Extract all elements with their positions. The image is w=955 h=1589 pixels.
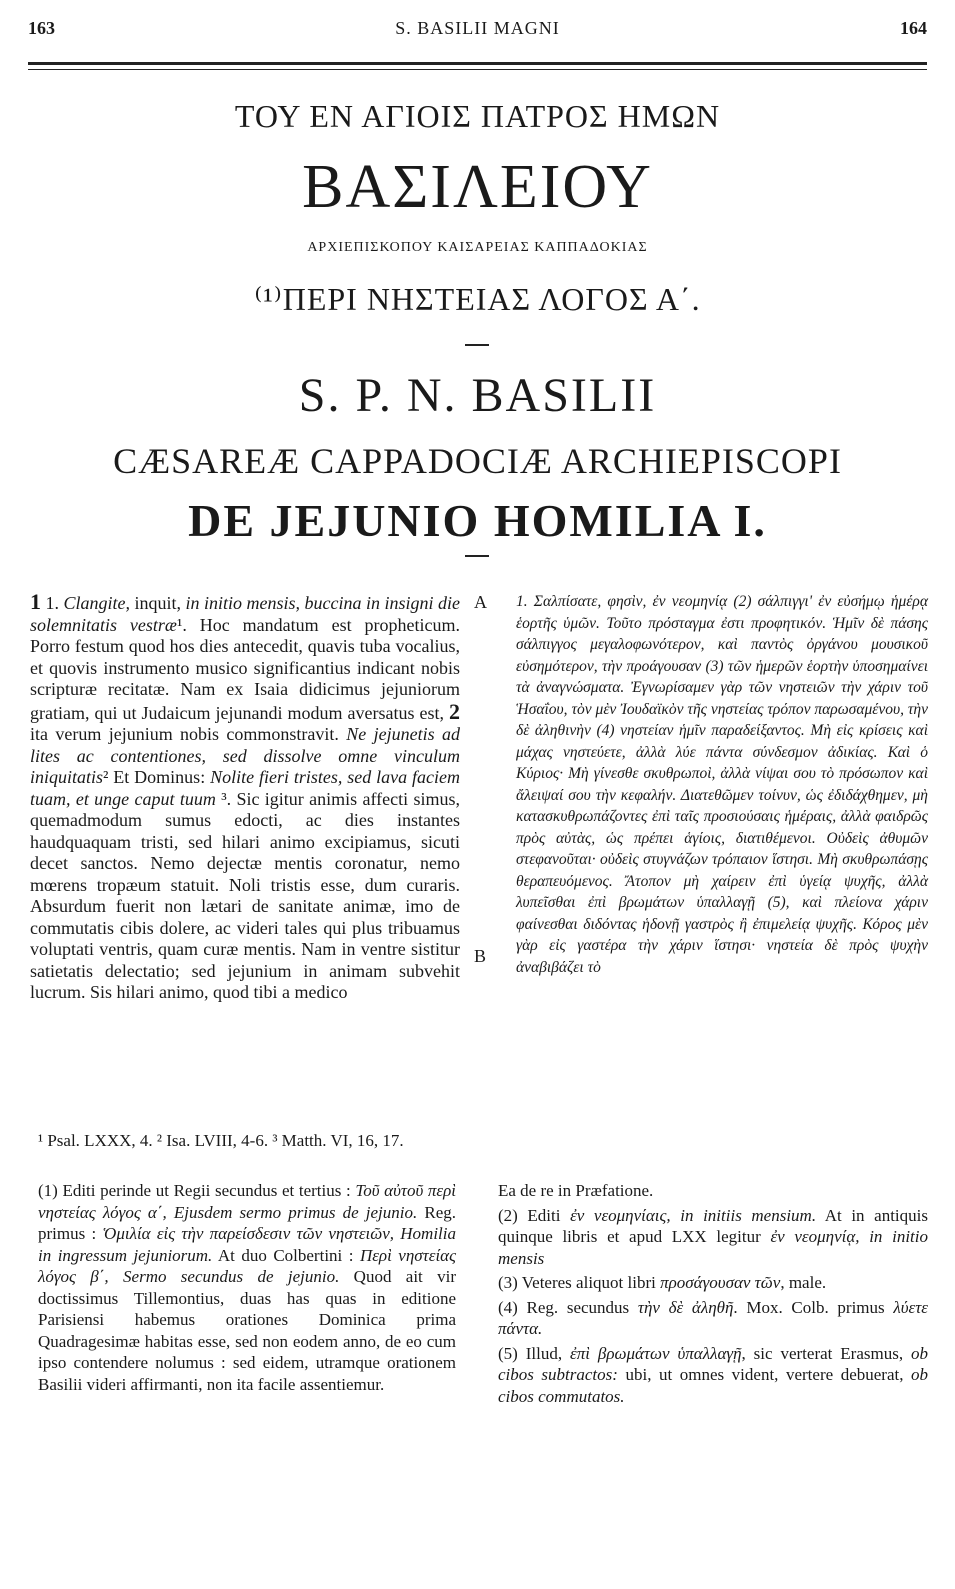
margin-letter-b: B	[474, 946, 487, 966]
note-text: Reg. primus :	[38, 1202, 456, 1243]
title-divider	[465, 344, 489, 346]
latin-text: ² Et Dominus:	[103, 767, 211, 787]
note-text: Quod ait vir doctissimus Tillemontius, duas has quas in editione Parisiensi habemus orationes Dominica prima Quadragesimæ habitas esse, sed non eodem anno, de eo cum ipso contendere nolumus : sed eidem, utramque orationem Basilii videri affirmanti, non ita facile assentiemur.	[38, 1267, 457, 1394]
note-text: At in antiquis quinque libris et apud LXX legitur	[498, 1205, 928, 1246]
note-text: Homilia in ingressum jejuniorum.	[38, 1224, 456, 1265]
footnote-5	[498, 1343, 928, 1408]
note-text: (1) Editi perinde ut Regii secundus et tertius :	[38, 1181, 356, 1200]
scripture-references: ¹ Psal. LXXX, 4. ² Isa. LVIII, 4-6. ³ Matth. VI, 16, 17.	[38, 1131, 404, 1150]
note-text: , sic verterat Erasmus,	[741, 1343, 911, 1363]
greek-author-name: ΒΑΣΙΛΕΙΟΥ	[302, 153, 653, 221]
latin-text: ¹. Hoc mandatum est propheticum. Porro festum quod hos dies antecedit, quavis tuba vocalius, et quovis instrumento musico significantius indicant nobis scripturæ recitatæ. Nam ex Isaia didicimus jejuniorum gratiam, qui ut Judaicum jejunandi modum aversatus est,	[30, 614, 460, 723]
page-number-right: 164	[900, 18, 927, 38]
running-header	[28, 18, 927, 52]
latin-text: inquit,	[130, 593, 186, 613]
title-divider	[465, 555, 489, 557]
footnote-1	[38, 1180, 456, 1395]
note-text: (2) Editi	[498, 1205, 571, 1225]
running-title: S. BASILII MAGNI	[395, 18, 560, 38]
note-text: , male.	[780, 1273, 827, 1292]
note-text: Τοῦ αὐτοῦ περὶ νηστείας λόγος α΄,	[38, 1181, 456, 1222]
latin-text: in initio mensis, buccina in insigni die solemnitatis vestræ	[30, 593, 460, 635]
latin-text: Ne jejunetis ad lites ac contentiones, sed dissolve omne vinculum iniquitatis	[30, 724, 460, 787]
note-text: Ὁμιλία εἰς τὴν παρείσδεσιν τῶν νηστειῶν,	[102, 1224, 401, 1243]
latin-text: Nolite fieri tristes, sed lava faciem tuam, et unge caput tuum	[30, 767, 461, 809]
section-number: 1	[30, 589, 41, 614]
note-text: (4) Reg. secundus	[498, 1297, 638, 1317]
greek-homily-title: ⁽¹⁾ΠΕΡΙ ΝΗΣΤΕΙΑΣ ΛΟΓΟΣ Α΄.	[254, 281, 701, 317]
note-text: . Mox. Colb. primus	[733, 1297, 894, 1317]
note-text: Sermo secundus de jejunio.	[123, 1267, 340, 1286]
note-text: ob cibos commutatos.	[498, 1365, 928, 1406]
latin-author-name: S. P. N. BASILII	[298, 369, 657, 422]
section-number: 2	[449, 698, 460, 724]
greek-column: 1. Σαλπίσατε, φησὶν, ἐν νεομηνίᾳ (2) σάλπιγγι' ἐν εὐσήμῳ ἡμέρᾳ ἑορτῆς ὑμῶν. Τοῦτο πρόσταγμα ἐστι προφητικόν. Ἡμῖν δὲ πάσης σάλπιγγος μεγαλοφωνότερον, καὶ παντὸς ὀργάνου μουσικοῦ εὐσημότερον, τὴν προάγουσαν (3) τῶν ἡμερῶν ἑορτὴν ὑποσημαίνει τὰ ἀναγνώσματα. Ἐγνωρίσαμεν γὰρ τῶν νηστειῶν τὴν χάριν τοῦ Ἡσαΐου, τὸν μὲν Ἰουδαϊκὸν τῆς νηστείας τρόπον παρωσαμένου, τὴν δὲ ἀληθινὴν (4) νηστείαν ἡμῖν παραδείξαντος. Μὴ εἰς κρίσεις καὶ μάχας νηστεύετε, ἀλλὰ λύε πάντα σύνδεσμον ἀδικίας. Καὶ ὁ Κύριος· Μὴ γίνεσθε σκυθρωποὶ, ἀλλὰ νίψαι σου τὸ πρόσωπον καὶ ἄλειψαί σου τὴν κεφαλήν. Διατεθῶμεν τοίνυν, ὡς ἐδιδάχθημεν, μὴ κατασκυθρωπάζοντες ἐπὶ ταῖς προσιούσαις ἡμέραις, ἀλλὰ φαιδρῶς πρὸς αὐτὰς, ὡς πρέπει ἁγίοις, διατιθέμενοι. Οὐδεὶς ἀθυμῶν στεφανοῦται· οὐδεὶς στυγνάζων τρόπαιον ἵστησι. Μὴ σκυθρωπάσῃς θεραπευόμενος. Ἄτοπον μὴ χαίρειν ἐπὶ ὑγείᾳ ψυχῆς, ἀλλὰ λυπεῖσθαι ἐπὶ βρωμάτων ὑπαλλαγῇ (5), καὶ πλείονα χάριν φαίνεσθαι διδόντας ἡδονῇ γαστρὸς ἢ ἐπιμελείᾳ ψυχῆς. Κόρος μὲν γὰρ εἰς γαστέρα τὴν χάριν ἵστησι· νηστεία δὲ πρὸς ψυχὴν ἀναβιβάζει τὸ	[516, 593, 928, 976]
latin-title-line2: CÆSAREÆ CAPPADOCIÆ ARCHIEPISCOPI	[113, 441, 842, 481]
latin-text: ita verum jejunium nobis commonstravit.	[30, 724, 347, 744]
footnotes-right	[498, 1180, 928, 1410]
note-text: προσάγουσαν τῶν	[660, 1273, 781, 1292]
note-text: Ejusdem sermo primus de jejunio.	[173, 1202, 418, 1222]
footnote-1-continued: Ea de re in Præfatione.	[498, 1181, 654, 1200]
note-text: (5) Illud,	[498, 1343, 570, 1363]
margin-letter-a: A	[474, 592, 487, 612]
note-text: At duo Colbertini :	[212, 1245, 360, 1265]
header-rule-thick	[28, 62, 927, 65]
greek-title-line3: ΑΡΧΙΕΠΙΣΚΟΠΟΥ ΚΑΙΣΑΡΕΙΑΣ ΚΑΠΠΑΔΟΚΙΑΣ	[307, 240, 648, 255]
footnotes-left	[38, 1180, 456, 1398]
note-text: Περὶ νηστείας λόγος β΄,	[38, 1245, 456, 1286]
note-text: ἐν νεομηνίᾳ, in initio mensis	[498, 1227, 928, 1268]
latin-homily-title: DE JEJUNIO HOMILIA I.	[188, 495, 767, 546]
latin-column	[30, 591, 460, 1004]
footnote-2	[498, 1205, 928, 1270]
greek-title-line1: ΤΟΥ ΕΝ ΑΓΙΟΙΣ ΠΑΤΡΟΣ ΗΜΩΝ	[234, 98, 721, 134]
latin-text: Clangite,	[63, 593, 130, 613]
note-text: τὴν δὲ ἀληθῆ	[637, 1297, 734, 1317]
note-text: λύετε πάντα.	[498, 1297, 928, 1338]
latin-text: 1.	[45, 593, 64, 613]
note-text: ubi, ut omnes vident, vertere debuerat,	[617, 1365, 911, 1384]
latin-text: ³. Sic igitur animis affecti simus, quemadmodum sumus edocti, ac dies instantes haudquaquam tristi, sed hilari animo excipiamus, sicuti decet sanctos. Nemo dejectæ mentis coronatur, nemo mœrens tropæum statuit. Noli tristis esse, dum curaris. Absurdum fuerit non lætari de sanitate animæ, imo de commutatis cibis dolere, ac videri tales qui plus tribuamus voluptati ventris, quam curæ mentis. Nam in ventre sistitur satietatis delectatio; sed jejunium in animam subvehit lucrum. Sis hilari animo, quod tibi a medico	[30, 788, 460, 1002]
page-number-left: 163	[28, 18, 55, 38]
footnote-4	[498, 1297, 928, 1340]
note-text: ob cibos subtractos:	[498, 1343, 928, 1384]
note-text: ἐν νεομηνίαις, in initiis mensium.	[570, 1205, 817, 1225]
note-text: (3) Veteres aliquot libri	[498, 1273, 661, 1292]
header-rule-thin	[28, 69, 927, 70]
footnote-3	[498, 1272, 928, 1294]
note-text: ἐπὶ βρωμάτων ὑπαλλαγῇ	[570, 1343, 742, 1363]
